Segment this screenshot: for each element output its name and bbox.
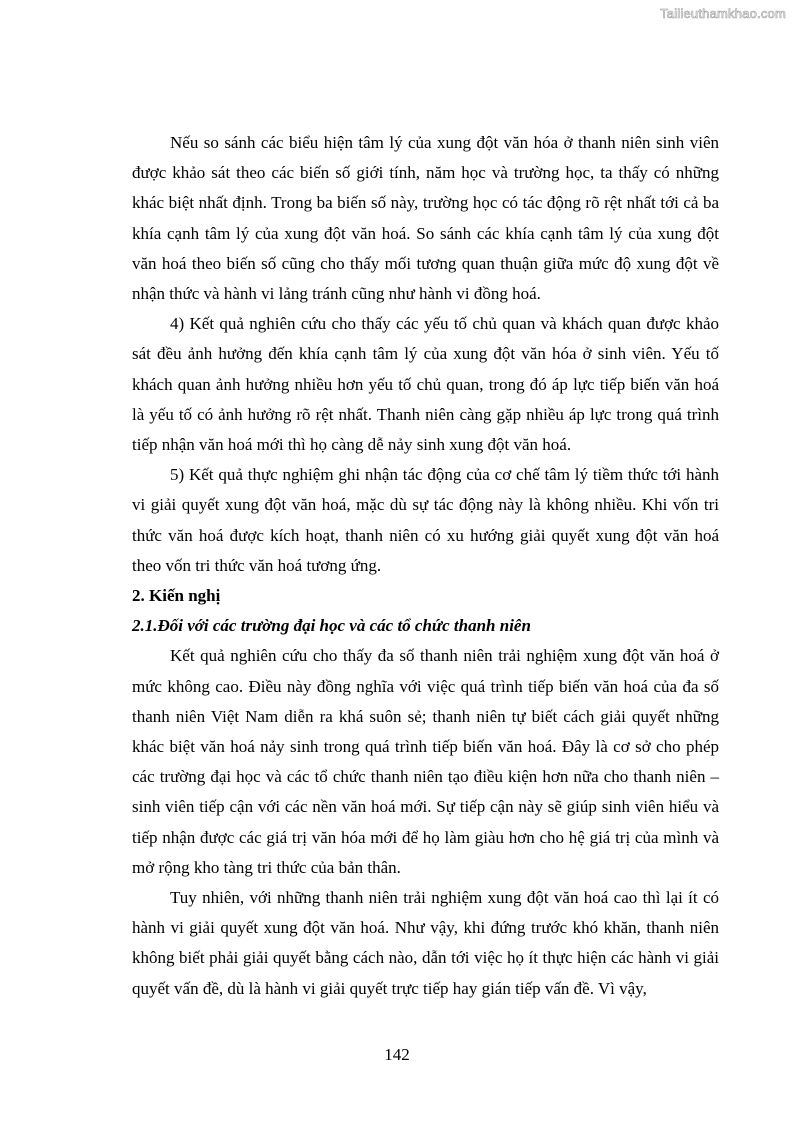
document-body <box>132 128 719 1004</box>
paragraph-finding-5: 5) Kết quả thực nghiệm ghi nhận tác động của cơ chế tâm lý tiềm thức tới hành vi giải quyết xung đột văn hoá, mặc dù sự tác động này là không nhiều. Khi vốn tri thức văn hoá được kích hoạt, thanh niên có xu hướng giải quyết xung đột văn hoá theo vốn tri thức văn hoá tương ứng. <box>132 465 719 575</box>
paragraph-recommendation-2: Tuy nhiên, với những thanh niên trải nghiệm xung đột văn hoá cao thì lại ít có hành vi giải quyết xung đột văn hoá. Như vậy, khi đứng trước khó khăn, thanh niên không biết phải giải quyết bằng cách nào, dẫn tới việc họ ít thực hiện các hành vi giải quyết vấn đề, dù là hành vi giải quyết trực tiếp hay gián tiếp vấn đề. Vì vậy, <box>132 888 719 998</box>
paragraph-recommendation-1: Kết quả nghiên cứu cho thấy đa số thanh niên trải nghiệm xung đột văn hoá ở mức không cao. Điều này đồng nghĩa với việc quá trình tiếp biến văn hoá của đa số thanh niên Việt Nam diễn ra khá suôn sẻ; thanh niên tự biết cách giải quyết những khác biệt văn hoá nảy sinh trong quá trình tiếp biến văn hoá. Đây là cơ sở cho phép các trường đại học và các tổ chức thanh niên tạo điều kiện hơn nữa cho thanh niên – sinh viên tiếp cận với các nền văn hoá mới. Sự tiếp cận này sẽ giúp sinh viên hiểu và tiếp nhận được các giá trị văn hóa mới để họ làm giàu hơn cho hệ giá trị của mình và mở rộng kho tàng tri thức của bản thân. <box>132 646 719 877</box>
paragraph-comparison: Nếu so sánh các biểu hiện tâm lý của xung đột văn hóa ở thanh niên sinh viên được khảo sát theo các biến số giới tính, năm học và trường học, ta thấy có những khác biệt nhất định. Trong ba biến số này, trường học có tác động rõ rệt nhất tới cả ba khía cạnh tâm lý của xung đột văn hoá. So sánh các khía cạnh tâm lý của xung đột văn hoá theo biến số cũng cho thấy mối tương quan thuận giữa mức độ xung đột về nhận thức và hành vi lảng tránh cũng như hành vi đồng hoá. <box>132 133 719 304</box>
watermark-text: Tailieuthamkhao.com <box>660 6 786 21</box>
section-heading: 2. Kiến nghị <box>132 586 221 606</box>
paragraph-finding-4: 4) Kết quả nghiên cứu cho thấy các yếu tố chủ quan và khách quan được khảo sát đều ảnh hưởng đến khía cạnh tâm lý của xung đột văn hóa ở sinh viên. Yếu tố khách quan ảnh hưởng nhiều hơn yếu tố chủ quan, trong đó áp lực tiếp biến văn hoá là yếu tố có ảnh hưởng rõ rệt nhất. Thanh niên càng gặp nhiều áp lực trong quá trình tiếp nhận văn hoá mới thì họ càng dễ nảy sinh xung đột văn hoá. <box>132 314 719 455</box>
page-number: 142 <box>384 1045 410 1064</box>
subsection-heading: 2.1.Đối với các trường đại học và các tổ chức thanh niên <box>132 616 531 636</box>
